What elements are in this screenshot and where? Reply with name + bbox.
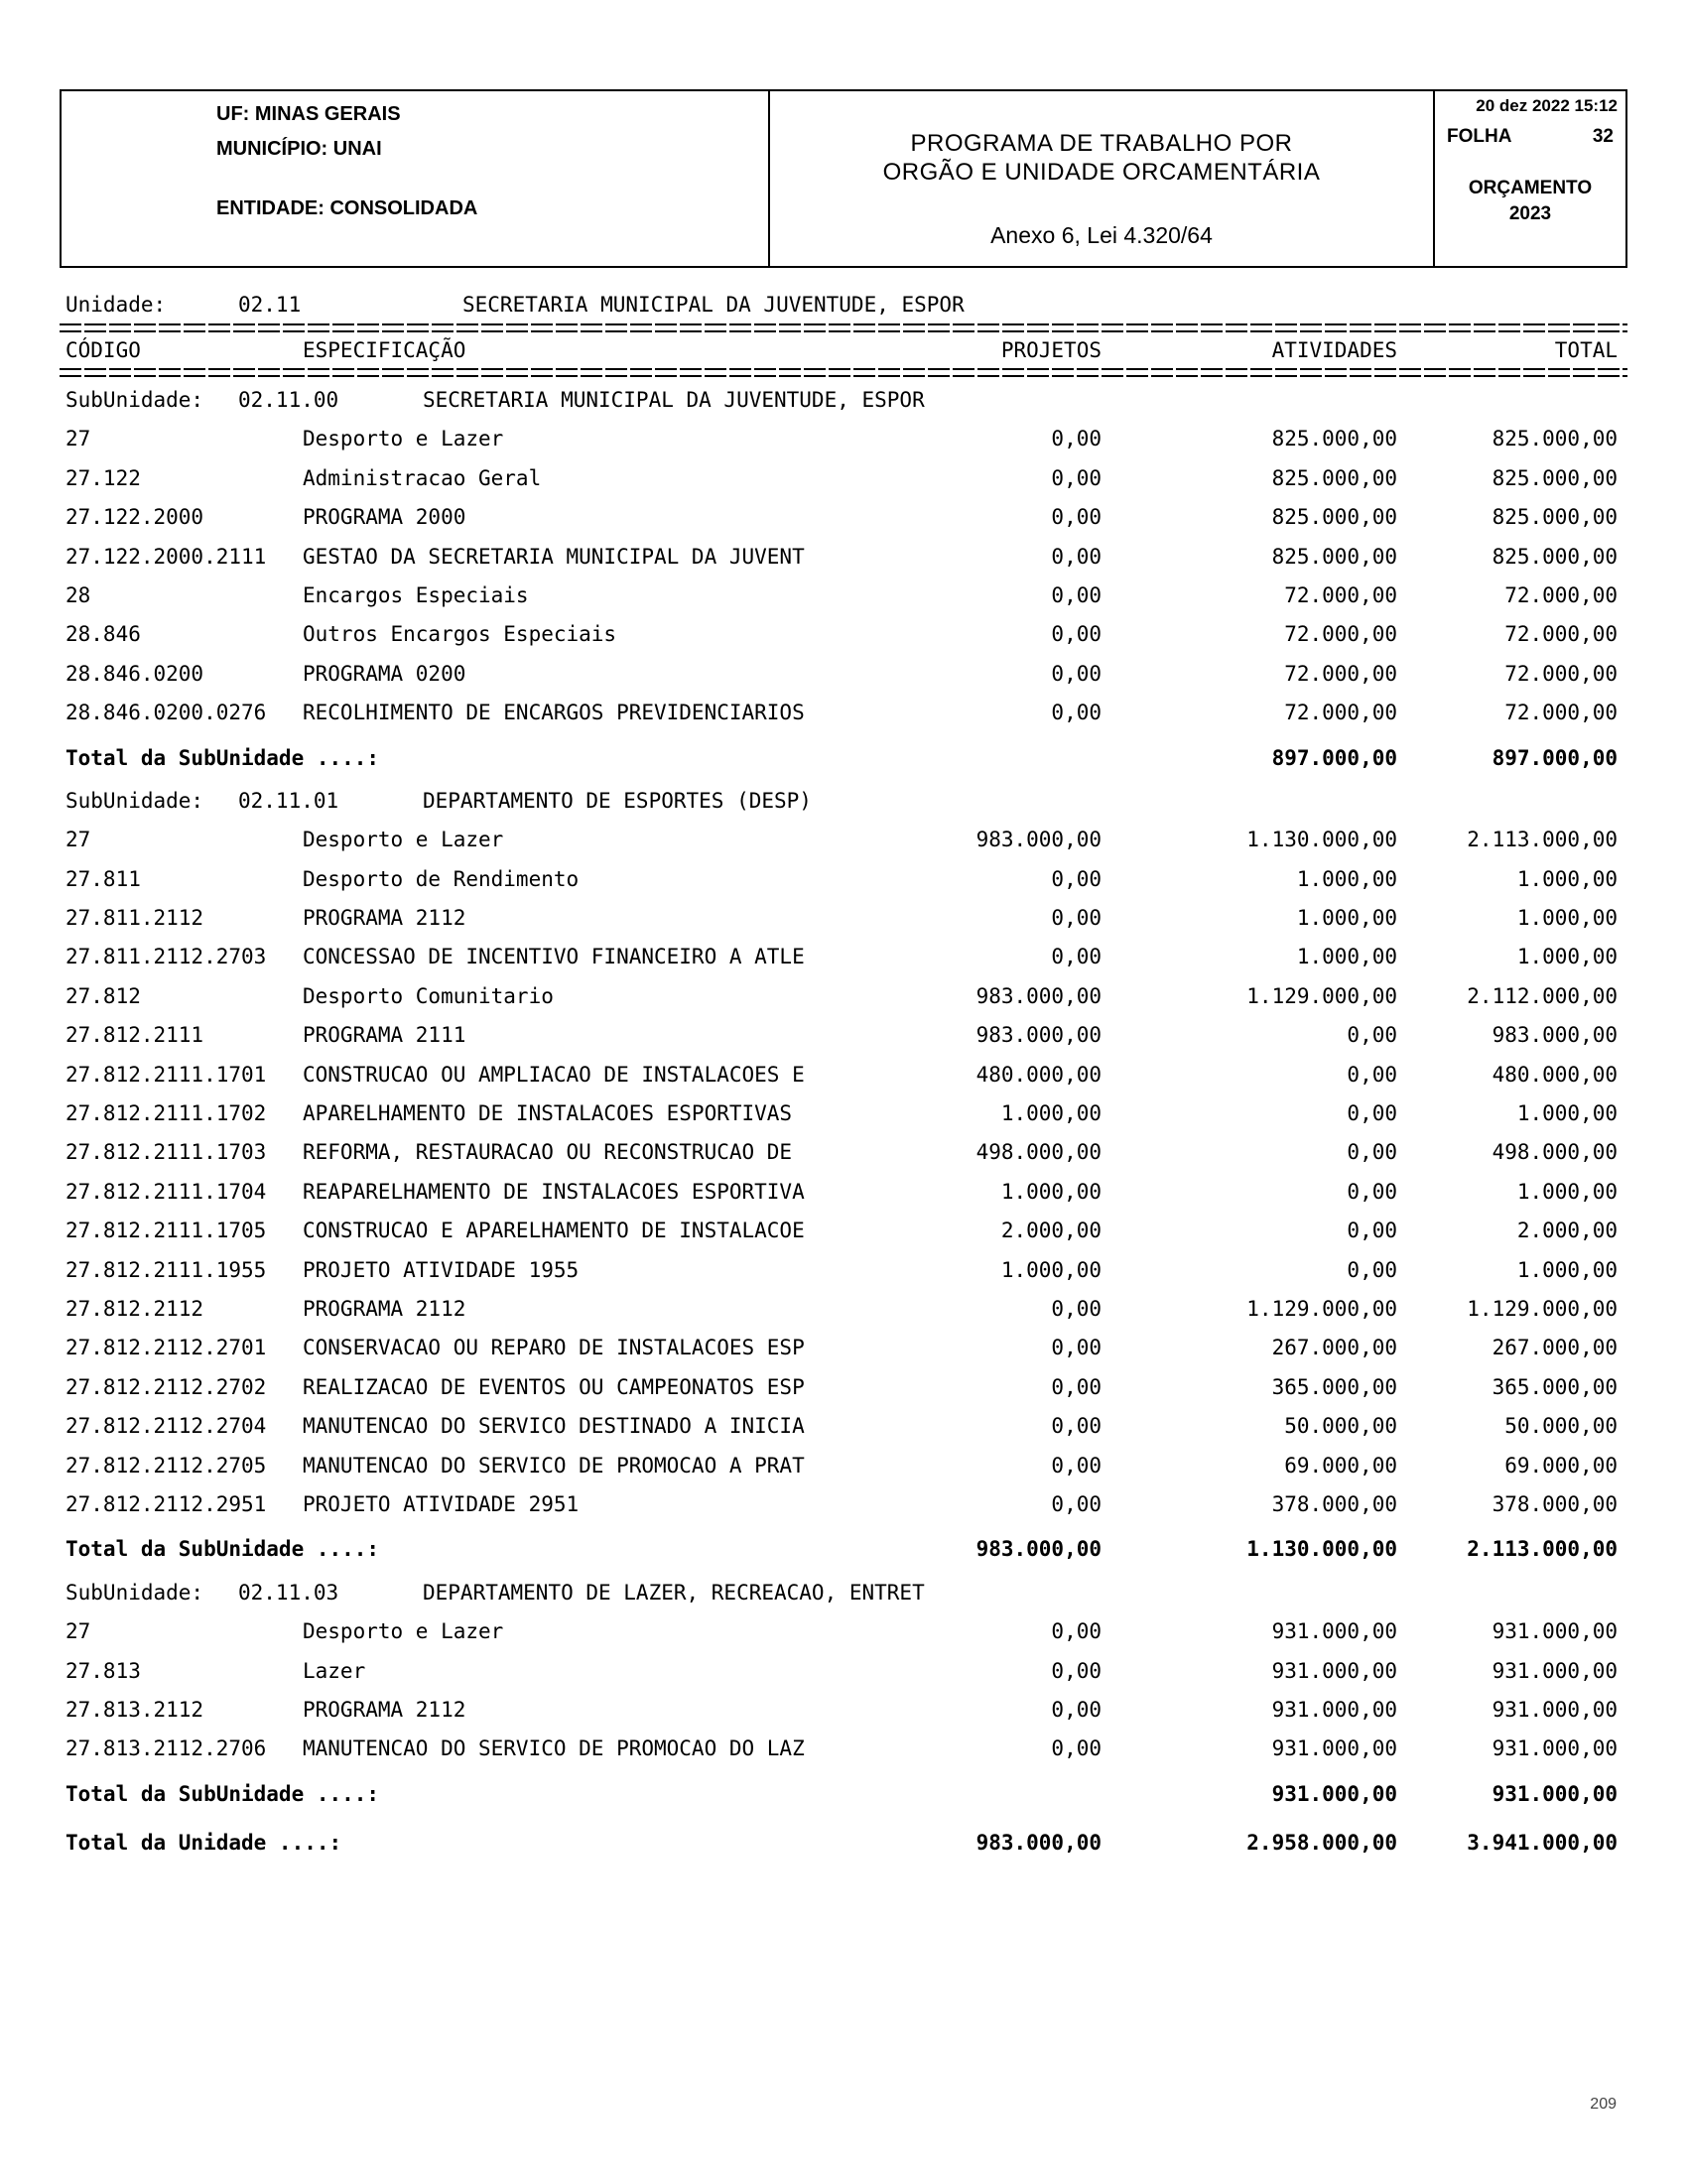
row-code: 27.813.2112.2706 — [65, 1736, 267, 1761]
table-row — [60, 1016, 1627, 1055]
row-code: 28.846.0200.0276 — [65, 701, 267, 725]
subunit-total-row — [60, 1775, 1627, 1814]
double-rule — [60, 368, 1627, 377]
row-total: 1.000,00 — [1516, 945, 1618, 969]
row-total: 2.112.000,00 — [1467, 983, 1618, 1008]
row-especificacao: PROGRAMA 2112 — [303, 1697, 466, 1722]
unidade-code: 02.11 — [238, 293, 302, 317]
row-atividades: 0,00 — [1347, 1140, 1397, 1165]
row-code: 27.811.2112.2703 — [65, 945, 267, 969]
row-especificacao: CONSERVACAO OU REPARO DE INSTALACOES ESP — [303, 1336, 805, 1360]
subunit-rows — [60, 1612, 1627, 1769]
row-especificacao: GESTAO DA SECRETARIA MUNICIPAL DA JUVENT — [303, 544, 805, 569]
subunit-section — [60, 782, 1627, 1570]
row-projetos: 0,00 — [1051, 1296, 1102, 1321]
table-row — [60, 1094, 1627, 1133]
table-row — [60, 1485, 1627, 1524]
row-projetos: 0,00 — [1051, 906, 1102, 931]
row-atividades: 0,00 — [1347, 1179, 1397, 1204]
table-row — [60, 694, 1627, 732]
row-code: 28.846.0200 — [65, 661, 204, 686]
row-total: 72.000,00 — [1504, 701, 1618, 725]
row-total: 825.000,00 — [1492, 427, 1618, 451]
row-atividades: 72.000,00 — [1284, 701, 1397, 725]
row-projetos: 0,00 — [1051, 1414, 1102, 1439]
row-total: 1.000,00 — [1516, 1179, 1618, 1204]
row-code: 27 — [65, 828, 91, 852]
row-atividades: 1.000,00 — [1296, 906, 1397, 931]
row-total: 69.000,00 — [1504, 1453, 1618, 1477]
folha-number: 32 — [1592, 126, 1614, 147]
table-row — [60, 1251, 1627, 1290]
table-row — [60, 1447, 1627, 1485]
header-meta-cell — [1435, 91, 1625, 266]
row-code: 27.812.2112.2705 — [65, 1453, 267, 1477]
row-especificacao: Lazer — [303, 1658, 366, 1683]
unit-total-projetos: 983.000,00 — [975, 1831, 1102, 1856]
row-code: 27.812.2111.1704 — [65, 1179, 267, 1204]
row-atividades: 1.129.000,00 — [1246, 983, 1397, 1008]
row-code: 28 — [65, 582, 91, 607]
table-row — [60, 615, 1627, 654]
row-total: 983.000,00 — [1492, 1023, 1618, 1048]
page-number: 209 — [1590, 2096, 1617, 2113]
row-especificacao: PROJETO ATIVIDADE 1955 — [303, 1257, 580, 1282]
row-total: 931.000,00 — [1492, 1619, 1618, 1644]
table-row — [60, 1691, 1627, 1730]
row-projetos: 0,00 — [1051, 1658, 1102, 1683]
row-atividades: 825.000,00 — [1271, 544, 1397, 569]
column-header-row — [60, 334, 1627, 366]
row-especificacao: MANUTENCAO DO SERVICO DE PROMOCAO DO LAZ — [303, 1736, 805, 1761]
row-atividades: 931.000,00 — [1271, 1697, 1397, 1722]
report-subtitle: Anexo 6, Lei 4.320/64 — [990, 222, 1213, 248]
unit-total-atividades: 2.958.000,00 — [1246, 1831, 1397, 1856]
column-header-total: TOTAL — [1554, 338, 1618, 362]
row-especificacao: REAPARELHAMENTO DE INSTALACOES ESPORTIVA — [303, 1179, 805, 1204]
row-especificacao: Administracao Geral — [303, 465, 542, 490]
header-title-cell — [770, 91, 1435, 266]
row-especificacao: PROGRAMA 0200 — [303, 661, 466, 686]
subunit-code: 02.11.00 — [238, 388, 339, 412]
row-projetos: 1.000,00 — [1000, 1179, 1102, 1204]
table-row — [60, 977, 1627, 1016]
municipio-label: MUNICÍPIO: UNAI — [216, 138, 382, 160]
row-projetos: 498.000,00 — [975, 1140, 1102, 1165]
row-code: 27 — [65, 427, 91, 451]
report-title-line1: PROGRAMA DE TRABALHO POR — [910, 130, 1293, 157]
row-total: 1.000,00 — [1516, 906, 1618, 931]
row-total: 825.000,00 — [1492, 544, 1618, 569]
row-code: 27.812.2111 — [65, 1023, 204, 1048]
uf-label: UF: MINAS GERAIS — [216, 103, 401, 125]
row-code: 27.812.2112.2702 — [65, 1374, 267, 1399]
row-projetos: 0,00 — [1051, 544, 1102, 569]
row-atividades: 0,00 — [1347, 1257, 1397, 1282]
row-code: 27.812.2111.1955 — [65, 1257, 267, 1282]
subunit-header — [60, 782, 1627, 821]
row-especificacao: CONSTRUCAO OU AMPLIACAO DE INSTALACOES E — [303, 1062, 805, 1087]
row-code: 27.813.2112 — [65, 1697, 204, 1722]
row-especificacao: PROGRAMA 2112 — [303, 1296, 466, 1321]
table-row — [60, 821, 1627, 859]
unit-total-label: Total da Unidade ....: — [65, 1831, 342, 1856]
row-projetos: 0,00 — [1051, 1697, 1102, 1722]
row-total: 1.000,00 — [1516, 1257, 1618, 1282]
table-row — [60, 1407, 1627, 1446]
row-especificacao: PROJETO ATIVIDADE 2951 — [303, 1491, 580, 1516]
orcamento-year: 2023 — [1508, 203, 1552, 224]
subunit-rows — [60, 821, 1627, 1524]
row-especificacao: Encargos Especiais — [303, 582, 529, 607]
row-total: 50.000,00 — [1504, 1414, 1618, 1439]
row-total: 931.000,00 — [1492, 1658, 1618, 1683]
row-especificacao: RECOLHIMENTO DE ENCARGOS PREVIDENCIARIOS — [303, 701, 805, 725]
row-code: 27.811.2112 — [65, 906, 204, 931]
row-especificacao: REALIZACAO DE EVENTOS OU CAMPEONATOS ESP — [303, 1374, 805, 1399]
row-total: 378.000,00 — [1492, 1491, 1618, 1516]
report-title-line2: ORGÃO E UNIDADE ORCAMENTÁRIA — [882, 159, 1321, 186]
row-code: 27.812.2112.2701 — [65, 1336, 267, 1360]
row-especificacao: PROGRAMA 2111 — [303, 1023, 466, 1048]
row-total: 72.000,00 — [1504, 661, 1618, 686]
row-especificacao: Desporto de Rendimento — [303, 866, 580, 891]
row-especificacao: CONCESSAO DE INCENTIVO FINANCEIRO A ATLE — [303, 945, 805, 969]
row-projetos: 983.000,00 — [975, 828, 1102, 852]
table-row — [60, 1173, 1627, 1212]
table-row — [60, 938, 1627, 976]
row-total: 1.000,00 — [1516, 1101, 1618, 1126]
row-atividades: 1.000,00 — [1296, 945, 1397, 969]
row-code: 27.812.2111.1702 — [65, 1101, 267, 1126]
subunit-name: DEPARTAMENTO DE LAZER, RECREACAO, ENTRET — [423, 1580, 925, 1605]
row-total: 267.000,00 — [1492, 1336, 1618, 1360]
row-total: 2.000,00 — [1516, 1219, 1618, 1243]
row-total: 931.000,00 — [1492, 1697, 1618, 1722]
row-total: 72.000,00 — [1504, 622, 1618, 647]
column-header-codigo: CÓDIGO — [65, 338, 141, 362]
folha-label: FOLHA — [1447, 126, 1512, 147]
row-projetos: 0,00 — [1051, 1491, 1102, 1516]
row-atividades: 365.000,00 — [1271, 1374, 1397, 1399]
subunit-section — [60, 381, 1627, 778]
unidade-name: SECRETARIA MUNICIPAL DA JUVENTUDE, ESPOR — [462, 293, 965, 317]
subunit-rows — [60, 420, 1627, 732]
folha-row — [1443, 126, 1618, 148]
row-code: 28.846 — [65, 622, 141, 647]
row-projetos: 2.000,00 — [1000, 1219, 1102, 1243]
subunit-total-label: Total da SubUnidade ....: — [65, 1781, 380, 1806]
row-projetos: 983.000,00 — [975, 1023, 1102, 1048]
subunit-label: SubUnidade: — [65, 1580, 204, 1605]
table-row — [60, 1212, 1627, 1250]
subunit-header — [60, 381, 1627, 420]
subunit-total-projetos: 983.000,00 — [975, 1537, 1102, 1562]
row-total: 825.000,00 — [1492, 505, 1618, 530]
row-code: 27.122.2000 — [65, 505, 204, 530]
double-rule — [60, 323, 1627, 332]
row-atividades: 931.000,00 — [1271, 1658, 1397, 1683]
table-row — [60, 498, 1627, 537]
subunit-total-total: 931.000,00 — [1492, 1781, 1618, 1806]
report-header — [60, 89, 1627, 268]
row-especificacao: APARELHAMENTO DE INSTALACOES ESPORTIVAS — [303, 1101, 793, 1126]
row-atividades: 931.000,00 — [1271, 1619, 1397, 1644]
subunit-label: SubUnidade: — [65, 388, 204, 412]
subunit-header — [60, 1574, 1627, 1612]
table-row — [60, 459, 1627, 498]
row-atividades: 0,00 — [1347, 1023, 1397, 1048]
row-especificacao: Desporto Comunitario — [303, 983, 554, 1008]
table-row — [60, 420, 1627, 458]
row-projetos: 983.000,00 — [975, 983, 1102, 1008]
report-body — [60, 268, 1627, 1863]
row-atividades: 0,00 — [1347, 1101, 1397, 1126]
row-projetos: 480.000,00 — [975, 1062, 1102, 1087]
row-projetos: 0,00 — [1051, 1374, 1102, 1399]
table-row — [60, 899, 1627, 938]
row-especificacao: Desporto e Lazer — [303, 828, 504, 852]
unidade-label: Unidade: — [65, 293, 167, 317]
row-total: 72.000,00 — [1504, 582, 1618, 607]
row-code: 27.812.2112 — [65, 1296, 204, 1321]
row-especificacao: MANUTENCAO DO SERVICO DE PROMOCAO A PRAT — [303, 1453, 805, 1477]
row-projetos: 0,00 — [1051, 866, 1102, 891]
row-atividades: 69.000,00 — [1284, 1453, 1397, 1477]
row-atividades: 50.000,00 — [1284, 1414, 1397, 1439]
row-projetos: 0,00 — [1051, 582, 1102, 607]
print-datetime: 20 dez 2022 15:12 — [1476, 96, 1618, 115]
row-atividades: 825.000,00 — [1271, 427, 1397, 451]
row-atividades: 1.129.000,00 — [1246, 1296, 1397, 1321]
table-row — [60, 1612, 1627, 1651]
row-code: 27.813 — [65, 1658, 141, 1683]
subunit-total-atividades: 931.000,00 — [1271, 1781, 1397, 1806]
subunit-code: 02.11.01 — [238, 788, 339, 813]
header-entity-cell — [62, 91, 770, 266]
subunit-total-row — [60, 1530, 1627, 1569]
row-total: 365.000,00 — [1492, 1374, 1618, 1399]
row-projetos: 0,00 — [1051, 1736, 1102, 1761]
row-total: 498.000,00 — [1492, 1140, 1618, 1165]
orcamento-label: ORÇAMENTO — [1468, 178, 1593, 198]
row-code: 27.812.2112.2951 — [65, 1491, 267, 1516]
unit-total-row — [60, 1824, 1627, 1863]
row-projetos: 0,00 — [1051, 1453, 1102, 1477]
subunit-total-atividades: 1.130.000,00 — [1246, 1537, 1397, 1562]
subunit-name: DEPARTAMENTO DE ESPORTES (DESP) — [423, 788, 812, 813]
row-code: 27.811 — [65, 866, 141, 891]
table-row — [60, 655, 1627, 694]
subunit-total-label: Total da SubUnidade ....: — [65, 745, 380, 770]
table-row — [60, 1652, 1627, 1691]
table-row — [60, 1133, 1627, 1172]
subunit-section — [60, 1574, 1627, 1814]
row-especificacao: Desporto e Lazer — [303, 1619, 504, 1644]
unit-total-total: 3.941.000,00 — [1467, 1831, 1618, 1856]
row-code: 27.122 — [65, 465, 141, 490]
row-projetos: 1.000,00 — [1000, 1257, 1102, 1282]
report-title — [770, 129, 1433, 187]
row-code: 27.812.2111.1705 — [65, 1219, 267, 1243]
row-atividades: 825.000,00 — [1271, 465, 1397, 490]
row-atividades: 825.000,00 — [1271, 505, 1397, 530]
row-atividades: 267.000,00 — [1271, 1336, 1397, 1360]
subunit-total-total: 2.113.000,00 — [1467, 1537, 1618, 1562]
row-especificacao: MANUTENCAO DO SERVICO DESTINADO A INICIA — [303, 1414, 805, 1439]
row-atividades: 1.000,00 — [1296, 866, 1397, 891]
row-atividades: 931.000,00 — [1271, 1736, 1397, 1761]
row-total: 1.129.000,00 — [1467, 1296, 1618, 1321]
table-row — [60, 1329, 1627, 1367]
row-atividades: 0,00 — [1347, 1062, 1397, 1087]
row-especificacao: Desporto e Lazer — [303, 427, 504, 451]
subunit-total-total: 897.000,00 — [1492, 745, 1618, 770]
row-projetos: 1.000,00 — [1000, 1101, 1102, 1126]
row-projetos: 0,00 — [1051, 661, 1102, 686]
row-total: 931.000,00 — [1492, 1736, 1618, 1761]
row-atividades: 0,00 — [1347, 1219, 1397, 1243]
column-header-projetos: PROJETOS — [1000, 338, 1102, 362]
entidade-label: ENTIDADE: CONSOLIDADA — [216, 197, 478, 219]
column-header-atividades: ATIVIDADES — [1271, 338, 1397, 362]
subunit-label: SubUnidade: — [65, 788, 204, 813]
row-especificacao: CONSTRUCAO E APARELHAMENTO DE INSTALACOE — [303, 1219, 805, 1243]
row-code: 27.812.2111.1701 — [65, 1062, 267, 1087]
table-row — [60, 538, 1627, 577]
row-total: 480.000,00 — [1492, 1062, 1618, 1087]
row-code: 27.812.2111.1703 — [65, 1140, 267, 1165]
row-code: 27 — [65, 1619, 91, 1644]
unidade-line — [60, 288, 1627, 321]
row-projetos: 0,00 — [1051, 505, 1102, 530]
subunit-code: 02.11.03 — [238, 1580, 339, 1605]
subunit-total-label: Total da SubUnidade ....: — [65, 1537, 380, 1562]
subunit-total-row — [60, 739, 1627, 778]
table-row — [60, 1056, 1627, 1094]
row-total: 825.000,00 — [1492, 465, 1618, 490]
table-row — [60, 1730, 1627, 1768]
row-projetos: 0,00 — [1051, 1619, 1102, 1644]
subunits-container — [60, 381, 1627, 1814]
row-projetos: 0,00 — [1051, 1336, 1102, 1360]
table-row — [60, 860, 1627, 899]
subunit-name: SECRETARIA MUNICIPAL DA JUVENTUDE, ESPOR — [423, 388, 925, 412]
row-total: 2.113.000,00 — [1467, 828, 1618, 852]
subunit-total-atividades: 897.000,00 — [1271, 745, 1397, 770]
row-projetos: 0,00 — [1051, 945, 1102, 969]
row-code: 27.812.2112.2704 — [65, 1414, 267, 1439]
table-row — [60, 1290, 1627, 1329]
table-row — [60, 577, 1627, 615]
table-row — [60, 1368, 1627, 1407]
row-especificacao: REFORMA, RESTAURACAO OU RECONSTRUCAO DE — [303, 1140, 793, 1165]
row-atividades: 378.000,00 — [1271, 1491, 1397, 1516]
row-especificacao: PROGRAMA 2000 — [303, 505, 466, 530]
row-atividades: 72.000,00 — [1284, 622, 1397, 647]
row-total: 1.000,00 — [1516, 866, 1618, 891]
row-projetos: 0,00 — [1051, 465, 1102, 490]
row-atividades: 1.130.000,00 — [1246, 828, 1397, 852]
row-code: 27.812 — [65, 983, 141, 1008]
row-projetos: 0,00 — [1051, 622, 1102, 647]
row-projetos: 0,00 — [1051, 701, 1102, 725]
row-especificacao: Outros Encargos Especiais — [303, 622, 617, 647]
row-especificacao: PROGRAMA 2112 — [303, 906, 466, 931]
column-header-especificacao: ESPECIFICAÇÃO — [303, 338, 466, 362]
row-atividades: 72.000,00 — [1284, 661, 1397, 686]
row-code: 27.122.2000.2111 — [65, 544, 267, 569]
row-projetos: 0,00 — [1051, 427, 1102, 451]
row-atividades: 72.000,00 — [1284, 582, 1397, 607]
